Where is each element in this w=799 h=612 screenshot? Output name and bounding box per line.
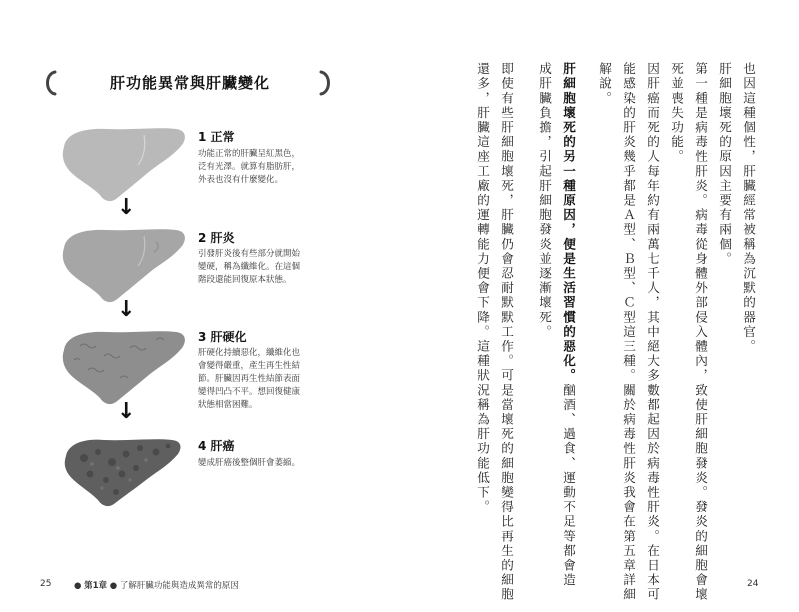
stage-2-desc-line: 變硬，稱為纖維化。在這個 [198,262,301,272]
stage-3-title: 3 肝硬化 [198,330,247,344]
text-column [474,62,491,515]
down-arrow-icon: ↓ [117,297,136,322]
text-column [560,62,577,588]
text-segment: 成肝臟負擔，引起肝細胞發炎並逐漸壞死。 [537,62,552,340]
text-segment: 酗酒、過食、運動不足等都會造 [561,383,576,588]
page-number-left: 25 [40,579,52,589]
panel-title: 肝功能異常與肝臟變化 [109,74,270,92]
stage-1-title: 1 正常 [198,130,235,144]
text-column [692,62,709,602]
stage-4-title: 4 肝癌 [198,439,235,453]
text-column [498,62,515,602]
text-segment: 也因這種個性，肝臟經常被稱為沉默的器官。 [741,62,756,354]
chapter-footer [74,579,239,591]
down-arrow-icon: ↓ [117,195,136,220]
text-segment: 因肝癌而死的人每年約有兩萬七千人，其中絕大多數都起因於病毒性肝炎。在日本可 [645,62,660,603]
stage-3-desc-line: 肝硬化持續惡化，纖維化也 [198,348,301,358]
stage-1-desc-line: 外表也沒有什麼變化。 [198,175,284,185]
highlighted-text: 肝細胞壞死的另一種原因，便是生活習慣的惡化。 [561,62,576,384]
text-column [620,62,637,602]
text-segment: 肝細胞壞死的原因主要有兩個。 [717,62,732,267]
stage-2-desc-line: 引發肝炎後有些部分就開始 [198,249,301,259]
stage-3-desc-line: 會變得嚴重，產生再生性結 [198,361,301,371]
left-bracket-icon [42,70,58,96]
stage-3-description [198,347,328,412]
text-column [668,62,685,164]
text-column [740,62,757,354]
text-column [536,62,553,339]
text-column [644,62,661,602]
stage-2-title: 2 肝炎 [198,231,235,245]
stage-4-description [198,457,328,470]
text-segment: 即使有些肝細胞壞死，肝臟仍會忍耐默默工作。可是當壞死的細胞變得比再生的細胞 [499,62,514,603]
stage-1-description [198,148,328,187]
liver-hepatitis-illustration [60,224,190,306]
stage-2-description [198,248,328,287]
stage-3-desc-line: 變得凹凸不平。想回復健康 [198,387,301,397]
liver-cirrhosis-illustration [60,326,190,408]
liver-normal-illustration [60,123,190,205]
liver-cancer-illustration [60,430,190,512]
text-segment: 還多，肝臟這座工廠的運轉能力便會下降。這種狀況稱為肝功能低下。 [475,62,490,515]
text-segment: 第一種是病毒性肝炎。病毒從身體外部侵入體內，致使肝細胞發炎。發炎的細胞會壞 [693,62,708,603]
bullet: ● [74,581,82,591]
chapter-label: 第1章 [84,581,108,591]
bullet: ● [109,581,118,591]
down-arrow-icon: ↓ [117,399,136,424]
stage-2-desc-line: 階段還能回復原本狀態。 [198,275,292,285]
text-segment: 死並喪失功能。 [669,62,684,165]
text-column [596,62,613,106]
right-bracket-icon [318,70,334,96]
chapter-title: 了解肝臟功能與造成異常的原因 [119,581,239,591]
text-segment: 解說。 [597,62,612,106]
stage-3-desc-line: 狀態相當困難。 [198,400,258,410]
page-number-right: 24 [747,579,759,589]
stage-4-desc-line: 變成肝癌後整個肝會萎縮。 [198,458,301,468]
stage-1-desc-line: 泛有光澤。就算有脂肪肝， [198,162,301,172]
text-column [716,62,733,266]
text-segment: 能感染的肝炎幾乎都是Ａ型、Ｂ型、Ｃ型這三種。關於病毒性肝炎我會在第五章詳細 [621,62,636,603]
right-page [400,0,799,612]
stage-3-desc-line: 節。肝臟因再生性結節表面 [198,374,301,384]
stage-1-desc-line: 功能正常的肝臟呈紅黑色， [198,149,301,159]
